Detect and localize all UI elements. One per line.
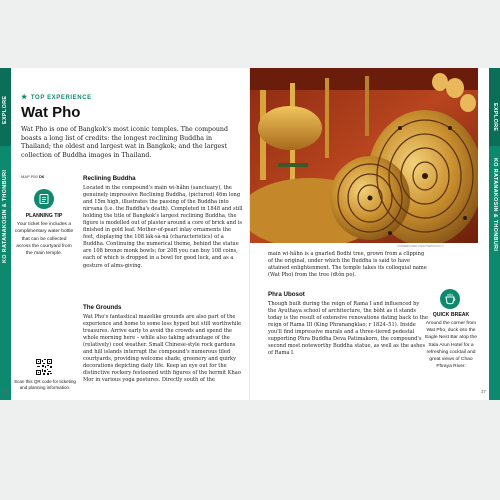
quick-break-title: QUICK BREAK	[432, 312, 470, 318]
left-page	[0, 68, 250, 400]
phra-ubosot-heading: Phra Ubosot	[268, 291, 305, 298]
qr-caption: Scan this QR code for ticketing and planning information.	[14, 379, 76, 391]
planning-tip-text: Your ticket fee includes a complimentary water bottle that can be collected across the courtyard from the main temple.	[14, 222, 74, 257]
reclining-buddha-photo	[250, 68, 478, 243]
map-reference	[21, 174, 44, 179]
grounds-continued-text: main wi·hăhn is a gnarled Bodhi tree, grown from a clipping of the original, under which the Buddha is said to have attained enlightenment. The temple takes its colloquial name (Wat Pho) from the tree (dtôn po).	[268, 251, 427, 279]
qr-code-icon[interactable]	[36, 359, 52, 375]
planning-tip-icon	[34, 189, 54, 209]
photo-credit: CORNER/LONELY/SHUTTERSTOCK ©	[397, 245, 444, 248]
right-tab-area-label: KO RATANAKOSIN & THONBURI	[492, 158, 498, 252]
page-number-left: 36	[3, 389, 9, 394]
grounds-heading: The Grounds	[83, 304, 122, 311]
intro-paragraph: Wat Pho is one of Bangkok's most iconic temples. The compound boasts a long list of credits: the longest reclining Buddha in Thailand; the oldest and largest wat in Bangkok; and the largest collection of Buddha images in Thailand.	[21, 126, 229, 159]
page-number-right: 37	[480, 389, 486, 394]
quick-break-text: Around the corner from Wat Pho, duck into the Eagle Nest Bar atop the Sala Arun Hotel for a refreshing cocktail and great views of Chao Phraya River.	[425, 321, 477, 370]
right-tab-explore-label: EXPLORE	[492, 103, 498, 132]
grounds-text: Wat Pho's fantastical mazelike grounds are also part of the experience and home to some less hyped but still worthwhile treasures. Arrive early to avoid the crowds and spend the whole morning here – while also taking advantage of the (relatively) cool weather. Small Chinese-style rock gardens and hill islands interrupt the compound's numerous tiled courtyards, providing welcome shade, greenery and quirky decorations depicting daily life. Keep an eye out for the distinctive rockery festooned with figures of the hermit Khao Mor in various yoga postures. Directly south of the	[83, 314, 242, 384]
map-ref-value: D6	[38, 174, 45, 179]
left-tab-explore-label: EXPLORE	[2, 95, 8, 124]
star-icon: ★	[21, 94, 28, 101]
book-spread	[0, 68, 500, 400]
map-ref-label: MAP P50	[21, 174, 38, 179]
planning-tip-title: PLANNING TIP	[25, 213, 63, 219]
right-page	[250, 68, 500, 400]
left-tab-area-label: KO RATANAKOSIN & THONBURI	[2, 169, 8, 263]
top-experience-kicker	[21, 93, 92, 101]
phra-ubosot-text: Though built during the reign of Rama I and influenced by the Ayuthaya school of architecture, the bòht as it stands today is the result of extensive renovations dating back to the reign of Rama III (King Phranangklao; r 1824–51). Inside you'll find impressive murals and a three-tiered pedestal supporting Phra Buddha Deva Patimakorn, the compound's second most noteworthy Buddha statue, as well as the ashes of Rama I.	[268, 301, 428, 357]
quick-break-icon	[440, 289, 460, 309]
reclining-buddha-text: Located in the compound's main wi·hăhn (sanctuary), the genuinely impressive Reclining Buddha, (pictured) 46m long and 15m high, illustrates the passing of the Buddha into nirvana (i.e. the Buddha's death). Completed in 1848 and still holding the title of Bangkok's largest reclining Buddha, the figure is modelled out of plaster around a core of brick and is finished in gold leaf. Mother-of-pearl inlay ornaments the feet, displaying the 108 lák·sà·nà (characteristics) of a Buddha. Continuing the numerical theme, behind the statue are 108 bronze monk bowls; for 20B you can buy 108 coins, each of which is dropped in a bowl for good luck, and as a gesture of alms-giving.	[83, 185, 243, 269]
page-title: Wat Pho	[21, 104, 81, 121]
kicker-text: TOP EXPERIENCE	[30, 95, 92, 101]
reclining-buddha-heading: Reclining Buddha	[83, 175, 136, 182]
